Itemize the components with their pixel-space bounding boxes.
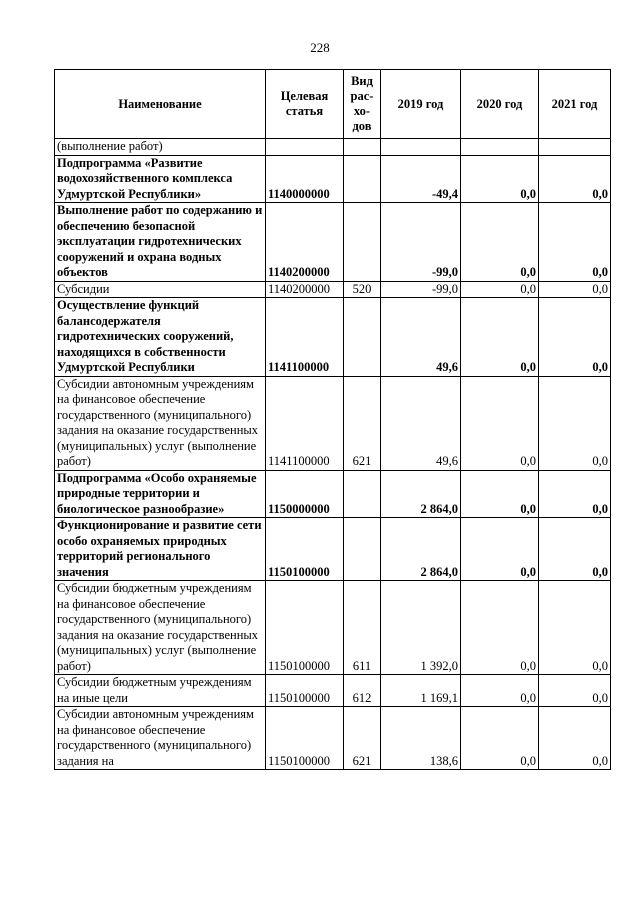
cell-2020: 0,0 — [461, 203, 539, 282]
cell-2019: 49,6 — [381, 376, 461, 470]
cell-2020: 0,0 — [461, 470, 539, 518]
cell-2021: 0,0 — [539, 675, 611, 707]
header-2019: 2019 год — [381, 70, 461, 139]
cell-2021: 0,0 — [539, 707, 611, 770]
budget-table — [54, 69, 611, 770]
cell-2019: 138,6 — [381, 707, 461, 770]
table-row — [55, 203, 611, 282]
cell-2019 — [381, 139, 461, 156]
cell-expense-type — [344, 470, 381, 518]
table-row — [55, 707, 611, 770]
cell-2019: -49,4 — [381, 155, 461, 203]
cell-name: Субсидии автономным учреждениям на финансовое обеспечение государственного (муниципального) задания на — [55, 707, 266, 770]
cell-name: Субсидии бюджетным учреждениям на финансовое обеспечение государственного (муниципального) задания на оказание государственных (муниципальных) услуг (выполнение работ) — [55, 581, 266, 675]
header-2020: 2020 год — [461, 70, 539, 139]
cell-2021: 0,0 — [539, 518, 611, 581]
table-row — [55, 518, 611, 581]
cell-2021: 0,0 — [539, 203, 611, 282]
table-row — [55, 470, 611, 518]
table-row — [55, 155, 611, 203]
cell-2021 — [539, 139, 611, 156]
cell-2020: 0,0 — [461, 675, 539, 707]
cell-2019: 1 169,1 — [381, 675, 461, 707]
cell-2019: -99,0 — [381, 203, 461, 282]
cell-2021: 0,0 — [539, 581, 611, 675]
cell-2020: 0,0 — [461, 376, 539, 470]
cell-expense-type: 621 — [344, 707, 381, 770]
cell-expense-type — [344, 298, 381, 377]
cell-target: 1150000000 — [266, 470, 344, 518]
cell-2021: 0,0 — [539, 376, 611, 470]
cell-2019: -99,0 — [381, 281, 461, 298]
table-row — [55, 376, 611, 470]
header-expense-type: Вид рас-хо-дов — [344, 70, 381, 139]
cell-2019: 2 864,0 — [381, 518, 461, 581]
cell-name: (выполнение работ) — [55, 139, 266, 156]
cell-name: Выполнение работ по содержанию и обеспечению безопасной эксплуатации гидротехнических сооружений и охрана водных объектов — [55, 203, 266, 282]
cell-2020: 0,0 — [461, 581, 539, 675]
header-target: Целевая статья — [266, 70, 344, 139]
table-row — [55, 139, 611, 156]
cell-expense-type — [344, 203, 381, 282]
cell-target — [266, 139, 344, 156]
cell-expense-type: 621 — [344, 376, 381, 470]
cell-target: 1140000000 — [266, 155, 344, 203]
cell-expense-type — [344, 139, 381, 156]
cell-2020: 0,0 — [461, 298, 539, 377]
cell-2019: 2 864,0 — [381, 470, 461, 518]
page-number: 228 — [310, 40, 330, 55]
table-row — [55, 281, 611, 298]
cell-2021: 0,0 — [539, 298, 611, 377]
cell-2020: 0,0 — [461, 707, 539, 770]
table-header-row — [55, 70, 611, 139]
cell-name: Субсидии автономным учреждениям на финансовое обеспечение государственного (муниципального) задания на оказание государственных (муниципальных) услуг (выполнение работ) — [55, 376, 266, 470]
cell-name: Субсидии бюджетным учреждениям на иные цели — [55, 675, 266, 707]
cell-target: 1150100000 — [266, 707, 344, 770]
table-row — [55, 298, 611, 377]
cell-expense-type: 612 — [344, 675, 381, 707]
cell-2019: 49,6 — [381, 298, 461, 377]
cell-2021: 0,0 — [539, 470, 611, 518]
cell-expense-type — [344, 155, 381, 203]
table-row — [55, 675, 611, 707]
cell-expense-type: 611 — [344, 581, 381, 675]
cell-target: 1140200000 — [266, 281, 344, 298]
cell-expense-type — [344, 518, 381, 581]
cell-target: 1150100000 — [266, 581, 344, 675]
cell-2020: 0,0 — [461, 155, 539, 203]
cell-name: Подпрограмма «Развитие водохозяйственного комплекса Удмуртской Республики» — [55, 155, 266, 203]
cell-name: Функционирование и развитие сети особо охраняемых природных территорий регионального значения — [55, 518, 266, 581]
cell-target: 1150100000 — [266, 518, 344, 581]
cell-target: 1140200000 — [266, 203, 344, 282]
header-name: Наименование — [55, 70, 266, 139]
cell-target: 1141100000 — [266, 376, 344, 470]
cell-2021: 0,0 — [539, 155, 611, 203]
cell-name: Подпрограмма «Особо охраняемые природные территории и биологическое разнообразие» — [55, 470, 266, 518]
cell-expense-type: 520 — [344, 281, 381, 298]
table-row — [55, 581, 611, 675]
cell-name: Субсидии — [55, 281, 266, 298]
cell-2019: 1 392,0 — [381, 581, 461, 675]
cell-target: 1150100000 — [266, 675, 344, 707]
cell-target: 1141100000 — [266, 298, 344, 377]
cell-2020: 0,0 — [461, 518, 539, 581]
cell-2021: 0,0 — [539, 281, 611, 298]
cell-2020: 0,0 — [461, 281, 539, 298]
header-2021: 2021 год — [539, 70, 611, 139]
cell-2020 — [461, 139, 539, 156]
cell-name: Осуществление функций балансодержателя гидротехнических сооружений, находящихся в собственности Удмуртской Республики — [55, 298, 266, 377]
